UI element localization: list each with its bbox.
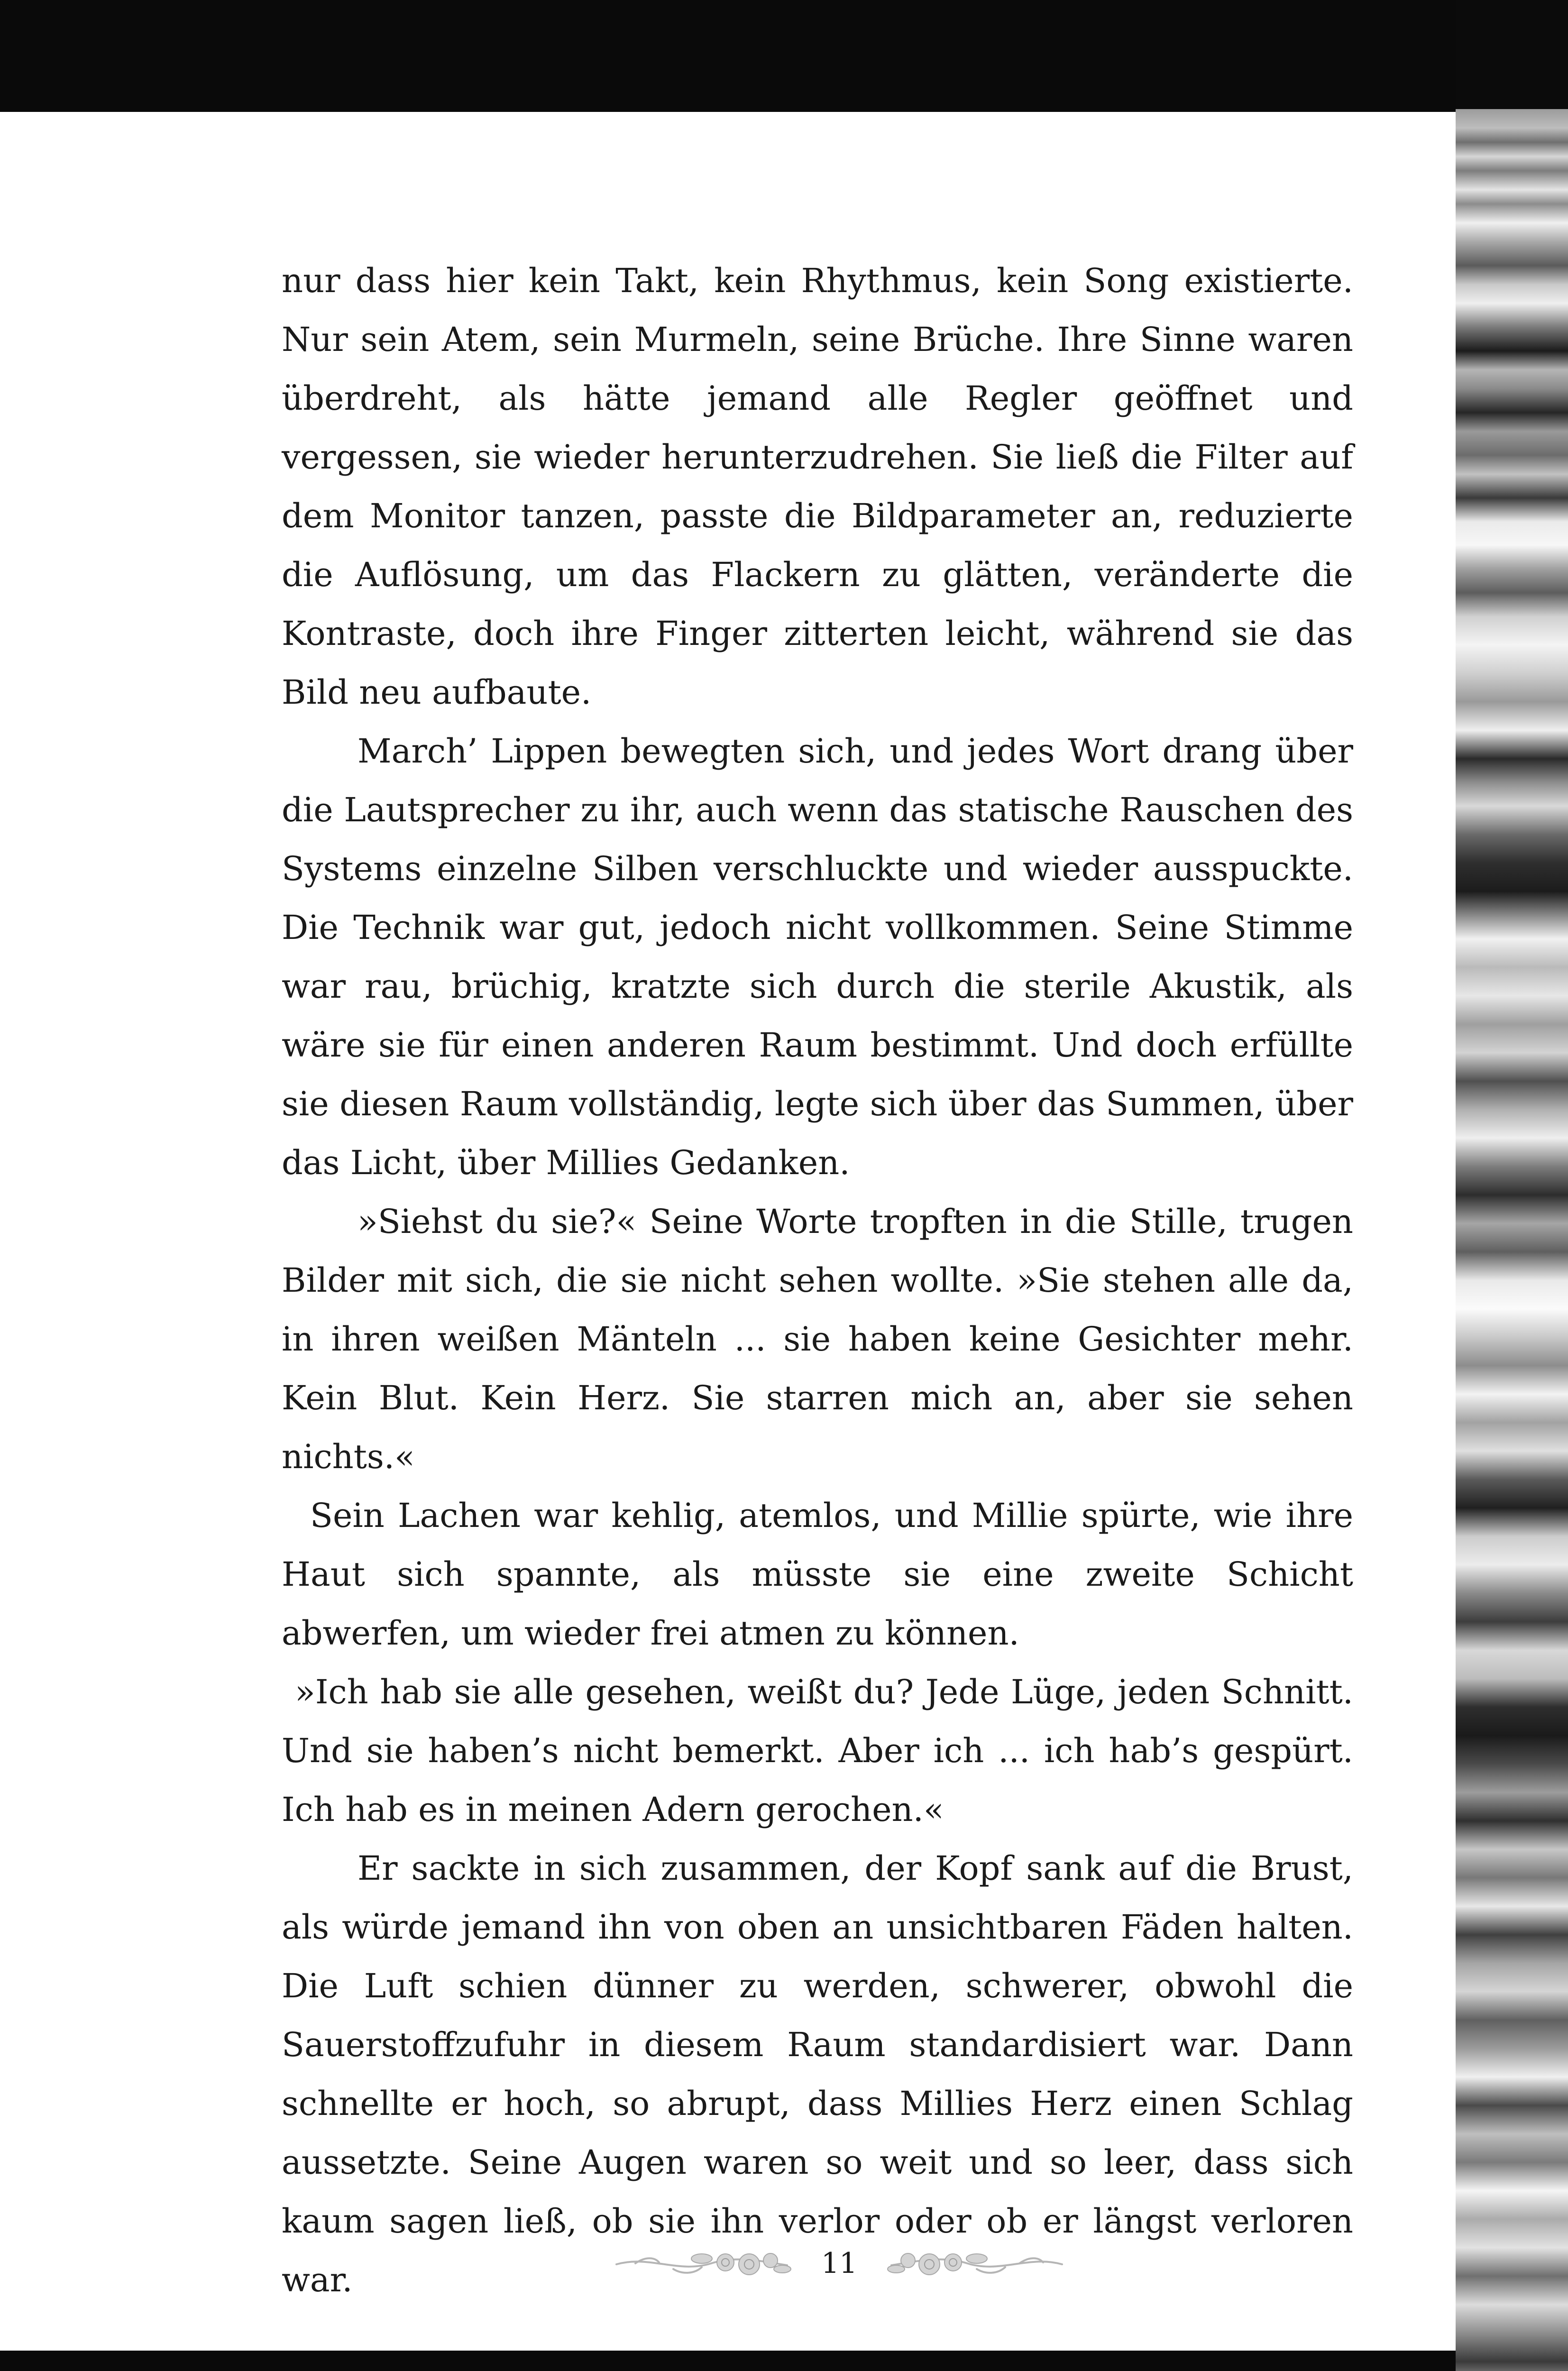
top-black-band: [0, 0, 1456, 112]
page-footer: [607, 2236, 1072, 2293]
body-text: [282, 251, 1353, 2309]
paragraph-2: March’ Lippen bewegten sich, und jedes Wort drang über die Lautsprecher zu ihr, auch wenn das statische Rauschen des Systems einzelne Silben verschluckte und wieder ausspuckte. Die Technik war gut, jedoch nicht vollkommen. Seine Stimme war rau, brüchig, kratzte sich durch die sterile Akustik, als wäre sie für einen anderen Raum bestimmt. Und doch erfüllte sie diesen Raum vollständig, legte sich über das Summen, über das Licht, über Millies Gedanken.: [282, 732, 1353, 1182]
paragraph-6: Er sackte in sich zusammen, der Kopf sank auf die Brust, als würde jemand ihn von oben an unsichtbaren Fäden halten. Die Luft schien dünner zu werden, schwerer, obwohl die Sauerstoffzufuhr in diesem Raum standardisiert war. Dann schnellte er hoch, so abrupt, dass Millies Herz einen Schlag aussetzte. Seine Augen waren so weit und so leer, dass sich kaum sagen ließ, ob sie ihn verlor oder ob er längst verloren war.: [282, 1849, 1353, 2299]
paragraph-3: »Siehst du sie?« Seine Worte tropften in die Stille, trugen Bilder mit sich, die sie nicht sehen wollte. »Sie stehen alle da, in ihren weißen Mänteln ... sie haben keine Gesichter mehr. Kein Blut. Kein Herz. Sie starren mich an, aber sie sehen nichts.«: [282, 1202, 1353, 1476]
paragraph-4: Sein Lachen war kehlig, atemlos, und Millie spürte, wie ihre Haut sich spannte, als müsste sie eine zweite Schicht abwerfen, um wieder frei atmen zu können.: [282, 1496, 1353, 1653]
page-number: 11: [821, 2247, 858, 2280]
bottom-black-band: [0, 2351, 1456, 2371]
paragraph-1: nur dass hier kein Takt, kein Rhythmus, kein Song existierte. Nur sein Atem, sein Murmeln, seine Brüche. Ihre Sinne waren überdreht, als hätte jemand alle Regler geöffnet und vergessen, sie wieder herunterzudrehen. Sie ließ die Filter auf dem Monitor tanzen, passte die Bildparameter an, reduzierte die Auflösung, um das Flackern zu glätten, veränderte die Kontraste, doch ihre Finger zitterten leicht, während sie das Bild neu aufbaute.: [282, 261, 1353, 712]
glitch-edge-strip: [1456, 0, 1568, 2371]
paragraph-5: »Ich hab sie alle gesehen, weißt du? Jede Lüge, jeden Schnitt. Und sie haben’s nicht bemerkt. Aber ich ... ich hab’s gespürt. Ich hab es in meinen Adern gerochen.«: [282, 1673, 1353, 1829]
